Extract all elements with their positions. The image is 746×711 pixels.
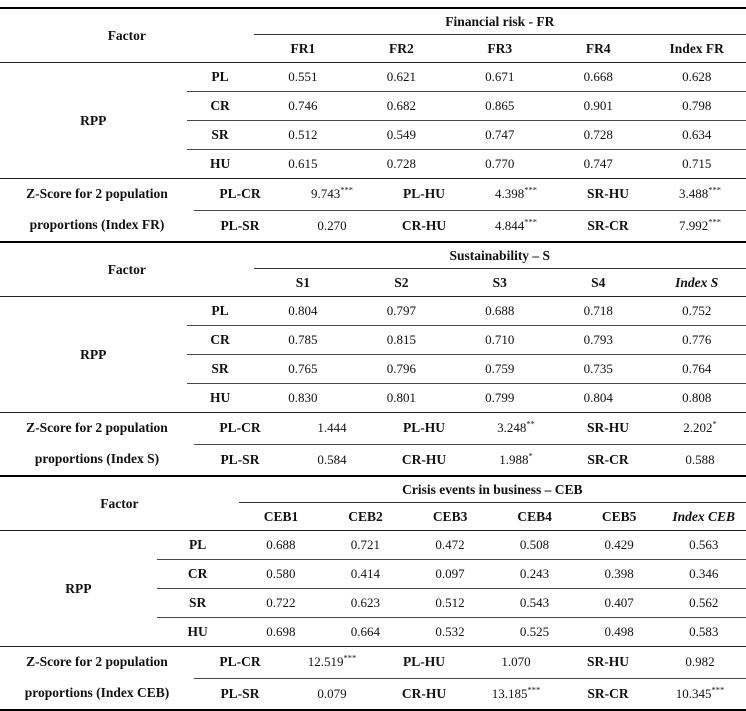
domain-title: Sustainability – S — [254, 243, 746, 269]
value-cell: 0.563 — [661, 531, 746, 559]
table-row — [187, 150, 746, 178]
domain-header — [254, 9, 746, 62]
row-code: CR — [157, 560, 239, 588]
table-row — [187, 92, 746, 121]
row-code: PL — [157, 531, 239, 559]
pair-label: CR-HU — [378, 445, 470, 476]
value-cell: 0.747 — [451, 121, 549, 149]
table-row — [157, 560, 746, 589]
value-cell: 0.797 — [352, 297, 450, 325]
section-header — [0, 243, 746, 297]
value-cell: 0.634 — [648, 121, 746, 149]
value-cell: 0.532 — [408, 618, 493, 646]
column-header: S1 — [254, 269, 352, 296]
country-rows — [187, 63, 746, 178]
column-headers — [239, 503, 746, 530]
zscore-value: 0.079 — [286, 679, 378, 710]
zscore-label — [0, 647, 194, 709]
value-cell: 0.798 — [648, 92, 746, 120]
row-code: PL — [187, 297, 254, 325]
zscore-block — [0, 178, 746, 241]
zscore-label-line2: proportions (Index CEB) — [0, 678, 194, 709]
section-body — [0, 297, 746, 412]
value-cell: 0.551 — [254, 63, 352, 91]
factor-header: Factor — [0, 243, 254, 296]
value-cell: 0.664 — [323, 618, 408, 646]
value-cell: 0.429 — [577, 531, 662, 559]
section-financial-risk — [0, 7, 746, 243]
zscore-value: 13.185*** — [470, 679, 562, 710]
value-cell: 0.765 — [254, 355, 352, 383]
value-cell: 0.770 — [451, 150, 549, 178]
value-cell: 0.549 — [352, 121, 450, 149]
value-cell: 0.728 — [549, 121, 647, 149]
table-row — [187, 326, 746, 355]
column-header: CEB2 — [323, 503, 408, 530]
value-cell: 0.718 — [549, 297, 647, 325]
value-cell: 0.698 — [239, 618, 324, 646]
row-code: SR — [157, 589, 239, 617]
zscore-label-line1: Z-Score for 2 population — [0, 413, 194, 444]
zscore-label — [0, 179, 194, 241]
value-cell: 0.407 — [577, 589, 662, 617]
section-body — [0, 63, 746, 178]
value-cell: 0.776 — [648, 326, 746, 354]
zscore-label-line2: proportions (Index S) — [0, 444, 194, 475]
pair-label: CR-HU — [378, 679, 470, 710]
column-header: CEB1 — [239, 503, 324, 530]
value-cell: 0.799 — [451, 384, 549, 412]
value-cell: 0.715 — [648, 150, 746, 178]
value-cell: 0.583 — [661, 618, 746, 646]
value-cell: 0.580 — [239, 560, 324, 588]
value-cell: 0.346 — [661, 560, 746, 588]
value-cell: 0.747 — [549, 150, 647, 178]
pair-label: SR-HU — [562, 647, 654, 678]
value-cell: 0.808 — [648, 384, 746, 412]
value-cell: 0.735 — [549, 355, 647, 383]
section-body — [0, 531, 746, 646]
zscore-label-line1: Z-Score for 2 population — [0, 647, 194, 678]
zscore-value: 0.270 — [286, 211, 378, 242]
value-cell: 0.830 — [254, 384, 352, 412]
zscore-row — [194, 647, 746, 679]
value-cell: 0.746 — [254, 92, 352, 120]
pair-label: CR-HU — [378, 211, 470, 242]
pair-label: PL-SR — [194, 445, 286, 476]
zscore-value: 3.488*** — [654, 179, 746, 210]
value-cell: 0.097 — [408, 560, 493, 588]
zscore-value: 9.743*** — [286, 179, 378, 210]
row-code: HU — [187, 150, 254, 178]
zscore-value: 1.444 — [286, 413, 378, 444]
pair-label: PL-CR — [194, 179, 286, 210]
value-cell: 0.621 — [352, 63, 450, 91]
value-cell: 0.901 — [549, 92, 647, 120]
zscore-value: 0.584 — [286, 445, 378, 476]
value-cell: 0.562 — [661, 589, 746, 617]
value-cell: 0.671 — [451, 63, 549, 91]
zscore-value: 3.248** — [470, 413, 562, 444]
pair-label: PL-HU — [378, 413, 470, 444]
zscore-block — [0, 412, 746, 475]
zscore-row — [194, 211, 746, 242]
pair-label: PL-SR — [194, 211, 286, 242]
value-cell: 0.804 — [254, 297, 352, 325]
rpp-label: RPP — [0, 297, 187, 412]
value-cell: 0.498 — [577, 618, 662, 646]
zscore-value: 1.988* — [470, 445, 562, 476]
value-cell: 0.682 — [352, 92, 450, 120]
column-headers — [254, 35, 746, 62]
zscore-value: 2.202* — [654, 413, 746, 444]
value-cell: 0.865 — [451, 92, 549, 120]
column-header: CEB5 — [577, 503, 662, 530]
pair-label: SR-HU — [562, 179, 654, 210]
value-cell: 0.688 — [239, 531, 324, 559]
value-cell: 0.801 — [352, 384, 450, 412]
pair-label: SR-CR — [562, 679, 654, 710]
value-cell: 0.543 — [492, 589, 577, 617]
table-row — [187, 121, 746, 150]
zscore-value: 4.844*** — [470, 211, 562, 242]
zscore-value: 1.070 — [470, 647, 562, 678]
zscore-value: 7.992*** — [654, 211, 746, 242]
pair-label: PL-HU — [378, 179, 470, 210]
table-row — [187, 297, 746, 326]
column-header: S4 — [549, 269, 647, 296]
domain-header — [239, 477, 746, 530]
column-header: FR1 — [254, 35, 352, 62]
value-cell: 0.793 — [549, 326, 647, 354]
table-row — [187, 63, 746, 92]
value-cell: 0.804 — [549, 384, 647, 412]
zscore-row — [194, 679, 746, 710]
value-cell: 0.398 — [577, 560, 662, 588]
column-header: FR4 — [549, 35, 647, 62]
row-code: SR — [187, 121, 254, 149]
zscore-value: 0.588 — [654, 445, 746, 476]
value-cell: 0.512 — [254, 121, 352, 149]
zscore-rows — [194, 413, 746, 475]
value-cell: 0.796 — [352, 355, 450, 383]
column-header: FR3 — [451, 35, 549, 62]
table-row — [157, 618, 746, 646]
pair-label: PL-SR — [194, 679, 286, 710]
zscore-value: 12.519*** — [286, 647, 378, 678]
column-header-index: Index S — [648, 269, 746, 296]
section-crisis-events — [0, 477, 746, 711]
value-cell: 0.722 — [239, 589, 324, 617]
value-cell: 0.508 — [492, 531, 577, 559]
row-code: CR — [187, 92, 254, 120]
pair-label: SR-CR — [562, 211, 654, 242]
zscore-value: 10.345*** — [654, 679, 746, 710]
column-header: CEB4 — [492, 503, 577, 530]
pair-label: PL-HU — [378, 647, 470, 678]
value-cell: 0.728 — [352, 150, 450, 178]
value-cell: 0.512 — [408, 589, 493, 617]
section-header — [0, 477, 746, 531]
value-cell: 0.785 — [254, 326, 352, 354]
zscore-row — [194, 445, 746, 476]
table-row — [157, 589, 746, 618]
domain-title: Crisis events in business – CEB — [239, 477, 746, 503]
zscore-row — [194, 413, 746, 445]
zscore-block — [0, 646, 746, 709]
country-rows — [187, 297, 746, 412]
value-cell: 0.525 — [492, 618, 577, 646]
zscore-value: 0.982 — [654, 647, 746, 678]
pair-label: PL-CR — [194, 413, 286, 444]
section-header — [0, 9, 746, 63]
factor-header: Factor — [0, 477, 239, 530]
value-cell: 0.414 — [323, 560, 408, 588]
row-code: PL — [187, 63, 254, 91]
column-header: S3 — [451, 269, 549, 296]
value-cell: 0.243 — [492, 560, 577, 588]
value-cell: 0.623 — [323, 589, 408, 617]
pair-label: SR-HU — [562, 413, 654, 444]
table-row — [187, 384, 746, 412]
row-code: CR — [187, 326, 254, 354]
pair-label: SR-CR — [562, 445, 654, 476]
zscore-label-line2: proportions (Index FR) — [0, 210, 194, 241]
zscore-label-line1: Z-Score for 2 population — [0, 179, 194, 210]
pair-label: PL-CR — [194, 647, 286, 678]
value-cell: 0.759 — [451, 355, 549, 383]
value-cell: 0.752 — [648, 297, 746, 325]
value-cell: 0.472 — [408, 531, 493, 559]
value-cell: 0.815 — [352, 326, 450, 354]
table-row — [157, 531, 746, 560]
section-sustainability — [0, 243, 746, 477]
column-header: FR2 — [352, 35, 450, 62]
value-cell: 0.668 — [549, 63, 647, 91]
column-headers — [254, 269, 746, 296]
row-code: SR — [187, 355, 254, 383]
value-cell: 0.628 — [648, 63, 746, 91]
value-cell: 0.764 — [648, 355, 746, 383]
row-code: HU — [157, 618, 239, 646]
country-rows — [157, 531, 746, 646]
value-cell: 0.710 — [451, 326, 549, 354]
zscore-row — [194, 179, 746, 211]
domain-header — [254, 243, 746, 296]
zscore-rows — [194, 647, 746, 709]
column-header: CEB3 — [408, 503, 493, 530]
column-header: S2 — [352, 269, 450, 296]
zscore-value: 4.398*** — [470, 179, 562, 210]
table-row — [187, 355, 746, 384]
rpp-label: RPP — [0, 63, 187, 178]
row-code: HU — [187, 384, 254, 412]
column-header-index: Index CEB — [661, 503, 746, 530]
domain-title: Financial risk - FR — [254, 9, 746, 35]
value-cell: 0.721 — [323, 531, 408, 559]
factor-header: Factor — [0, 9, 254, 62]
zscore-label — [0, 413, 194, 475]
value-cell: 0.615 — [254, 150, 352, 178]
zscore-rows — [194, 179, 746, 241]
rpp-label: RPP — [0, 531, 157, 646]
column-header-index: Index FR — [648, 35, 746, 62]
value-cell: 0.688 — [451, 297, 549, 325]
